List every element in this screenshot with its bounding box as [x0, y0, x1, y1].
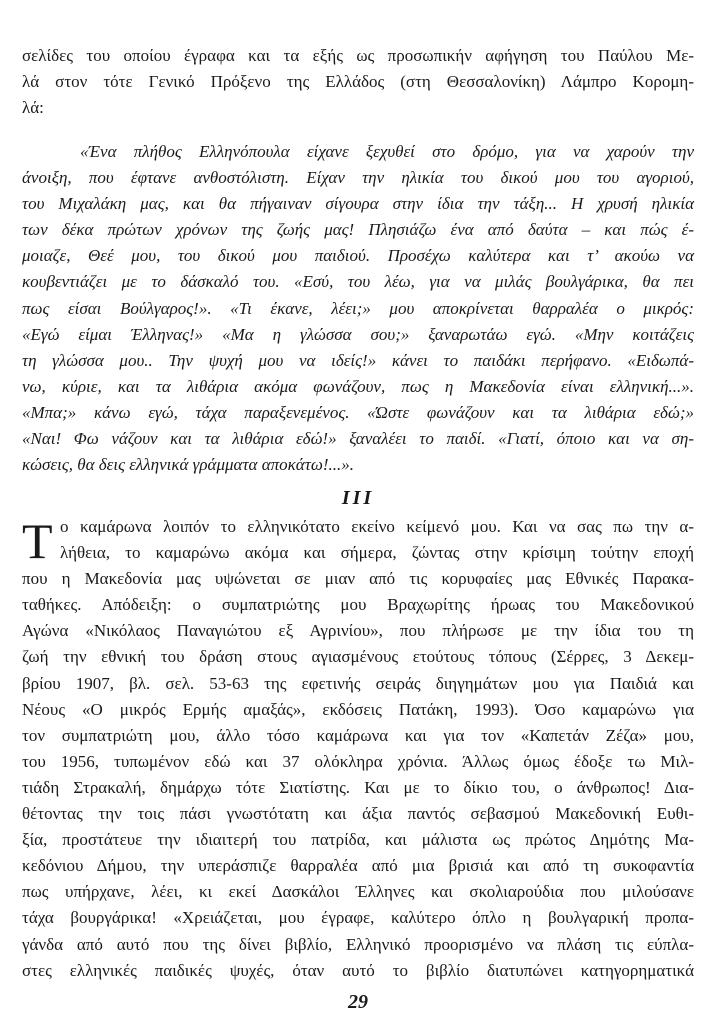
- text-line: γάνδα από αυτό που της δίνει βιβλίο, Ελληνικό προορισμένο να πλάση τις εύπλα-: [22, 934, 694, 954]
- text-line: ξία, προστάτευε την ιδιαιτερή του πατρίδα, και μάλιστα ως πρώτος Δημότης Μα-: [22, 830, 694, 850]
- drop-cap: Τ: [22, 513, 53, 569]
- page-number: 29: [348, 991, 368, 1013]
- text-line: του Μιχαλάκη μας, και θα πήγαιναν σίγουρα στην ίδια την τάξη... Η χρυσή ηλικία: [22, 194, 694, 214]
- text-line: των δέκα πρώτων χρόνων της ζωής μας! Πλησιάζω ένα από δαύτα – και πώς έ-: [22, 220, 694, 240]
- text-line: πως είσαι Βούλγαρος!». «Τι έκανε, λέει;» μου αποκρίνεται θαρραλέα ο μικρός:: [22, 298, 694, 318]
- text-line: Αγώνα «Νικόλαος Παναγιώτου εξ Αγρινίου», που πλήρωσε με την ίδια του τη: [22, 621, 694, 641]
- text-line: στες ελληνικές παιδικές ψυχές, όταν αυτό το βιβλίο διατυπώνει κατηγορηματικά: [22, 960, 694, 980]
- text-line: σελίδες του οποίου έγραφα και τα εξής ως προσωπικήν αφήγηση του Παύλου Με-: [22, 46, 694, 65]
- text-line: θέτοντας την τοις πάσι γνωστότατη και άξια παντός σεβασμού Μακεδονική Ευθι-: [22, 804, 694, 824]
- text-line: κουβεντιάζει με το δάσκαλό του. «Εσύ, του λέω, για να μιλάς βουλγάρικα, θα πει: [22, 272, 694, 292]
- text-line: τον συμπατριώτη μου, άλλο τόσο καμάρωνα και για τον «Καπετάν Ζέζα» μου,: [22, 725, 694, 745]
- text-line: Νέους «Ο μικρός Ερμής αμαξάς», εκδόσεις Πατάκη, 1993). Όσο καμαρώνω για: [22, 699, 694, 719]
- text-line: τη γλώσσα μου.. Την ψυχή μου να ιδείς!» κάνει το παιδάκι περήφανο. «Ειδωπά-: [22, 350, 694, 370]
- text-line: «Ναι! Φω νάζουν και τα λιθάρια εδώ!» ξαναλέει το παιδί. «Γιατί, όποιο και να ση-: [22, 429, 694, 449]
- text-line: λά:: [22, 98, 44, 118]
- text-line: κώσεις, θα δεις ελληνικά γράμματα αποκάτω!...».: [22, 455, 354, 475]
- text-line: μοιαζε, Θεέ μου, του δικού μου παιδιού. Προσέχω καλύτερα και τ’ ακούω να: [22, 246, 694, 266]
- text-line: τιάδη Στρακαλή, δημάρχω τότε Σιατίστης. Και με το δίκιο του, ο άνθρωπος! Δια-: [22, 777, 694, 797]
- text-line: άνοιξη, που έφτανε ανθοστόλιστη. Είχαν την ηλικία του δικού μου του αγοριού,: [22, 168, 694, 188]
- text-line: που η Μακεδονία μας υψώνεται σε μιαν από τις κορυφαίες μας Εθνικές Παρακα-: [22, 569, 694, 589]
- section-body: [22, 514, 694, 984]
- intro-paragraph: [22, 43, 694, 121]
- text-line: τάχα βουργάρικα! «Χρειάζεται, μου έγραφε, καλύτερο όπλο η βουλγαρική προπα-: [22, 908, 694, 928]
- text-line: βρίου 1907, βλ. σελ. 53-63 της εφετινής σειράς διηγημάτων μου για Παιδιά και: [22, 673, 694, 693]
- text-line: νω, κύριε, και τα λιθάρια ακόμα φωνάζουν, πως η Μακεδονία είναι ελληνική...».: [22, 376, 694, 396]
- text-line: του 1956, τυπωμένον εδώ και 37 ολόκληρα χρόνια. Άλλως όμως έδοξε τω Μιλ-: [22, 751, 694, 771]
- section-heading: III: [341, 487, 375, 509]
- text-line: «Ένα πλήθος Ελληνόπουλα είχανε ξεχυθεί στο δρόμο, για να χαρούν την: [80, 142, 694, 161]
- text-line: λήθεια, το καμαρώνω ακόμα και σήμερα, ζώντας στην κρίσιμη τούτην εποχή: [60, 543, 694, 563]
- text-line: λά στον τότε Γενικό Πρόξενο της Ελλάδος (στη Θεσσαλονίκη) Λάμπρο Κορομη-: [22, 72, 694, 92]
- text-line: κεδόνιου Δήμου, την υπεράσπιζε θαρραλέα από μια βρισιά και από τη συκοφαντία: [22, 856, 694, 876]
- text-line: «Μπα;» κάνω εγώ, τάχα παραξενεμένος. «Ώστε φωνάζουν και τα λιθάρια εδώ;»: [22, 402, 694, 422]
- quoted-narrative: [22, 139, 694, 478]
- text-line: ο καμάρωνα λοιπόν το ελληνικότατο εκείνο κείμενό μου. Και να σας πω την α-: [60, 517, 694, 536]
- text-line: ζωή την εθνική του δράση στους αγιασμένους ετούτους τόπους (Σέρρες, 3 Δεκεμ-: [22, 647, 694, 667]
- text-line: πως υπήρχανε, λέει, κι εκεί Δασκάλοι Έλληνες και σκολιαρούδια που μιλούσανε: [22, 882, 694, 902]
- text-line: «Εγώ είμαι Έλληνας!» «Μα η γλώσσα σου;» ξαναρωτάω εγώ. «Μην κοιτάζεις: [22, 324, 694, 344]
- text-line: ταθήκες. Απόδειξη: ο συμπατριώτης μου Βραχωρίτης ήρωας του Μακεδονικού: [22, 595, 694, 615]
